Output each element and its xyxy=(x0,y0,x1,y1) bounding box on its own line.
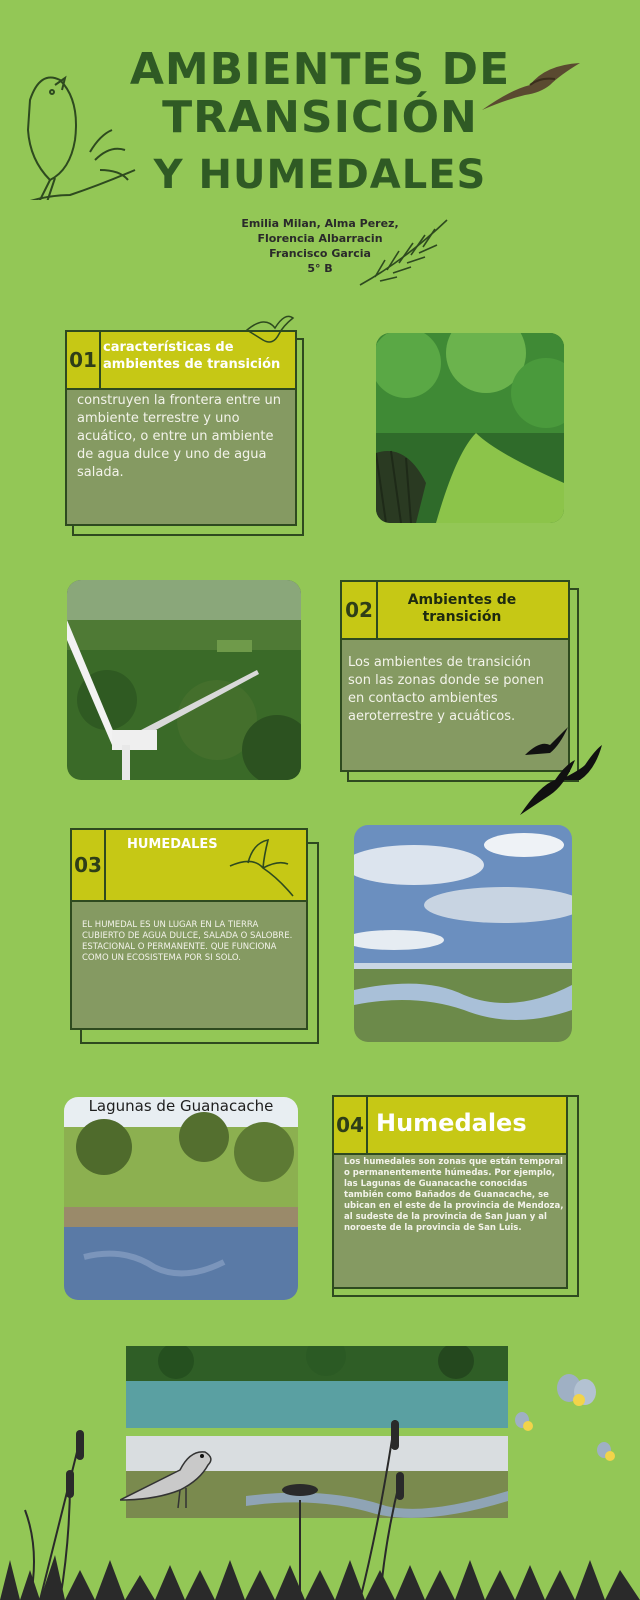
wetland-photo xyxy=(354,825,572,1042)
page-title-line-1: AMBIENTES DE xyxy=(129,44,511,95)
section-card-04 xyxy=(332,1095,568,1289)
grade-label: 5° B xyxy=(307,262,333,275)
page-title-line-3: Y HUMEDALES xyxy=(153,152,487,198)
author-line: Emilia Milan, Alma Perez, xyxy=(241,217,399,230)
author-line: Francisco Garcia xyxy=(269,247,371,260)
flying-hawk-icon xyxy=(480,55,590,115)
section-card-01 xyxy=(65,330,297,526)
birds-silhouette-icon xyxy=(520,725,605,820)
section-header-04 xyxy=(334,1097,566,1155)
section-body: EL HUMEDAL ES UN LUGAR EN LA TIERRA CUBIERTO DE AGUA DULCE, SALADA O SALOBRE. ESTACIONAL O PERMANENTE. QUE FUNCIONA COMO UN ECOSISTEMA POR SI SOLO. xyxy=(82,920,293,963)
feather-icon xyxy=(355,215,455,295)
firefly-icon xyxy=(555,1372,599,1412)
grass-silhouette-icon xyxy=(0,1420,640,1600)
photo-caption: Lagunas de Guanacache xyxy=(88,1097,274,1115)
page-title-line-2: TRANSICIÓN xyxy=(162,92,478,143)
section-header-02 xyxy=(342,582,568,640)
section-title: HUMEDALES xyxy=(127,837,218,852)
swallow-icon xyxy=(228,838,298,898)
lake-photo xyxy=(126,1346,508,1428)
authors-block xyxy=(0,216,640,276)
section-body: construyen la frontera entre un ambiente terrestre y uno acuático, o entre un ambiente de agua dulce y uno de agua salada. xyxy=(77,393,281,480)
section-number: 03 xyxy=(72,830,106,900)
section-number: 01 xyxy=(67,332,101,388)
section-body: Los humedales son zonas que están temporal o permanentemente húmedas. Por ejemplo, las Lagunas de Guanacache conocidas también como Bañados de Guanacache, se ubican en el este de la provincia de Mendoza, al sudeste de la provincia de San Juan y al noroeste de la provincia de San Luis. xyxy=(344,1157,564,1233)
section-title: Ambientes de transición xyxy=(407,592,517,625)
section-title: características de ambientes de transición xyxy=(103,340,281,372)
wind-turbine-photo xyxy=(67,580,301,780)
section-body: Los ambientes de transición son las zonas donde se ponen en contacto ambientes aeroterrestre y acuáticos. xyxy=(348,655,544,724)
section-number: 04 xyxy=(334,1097,368,1153)
author-line: Florencia Albarracin xyxy=(257,232,383,245)
mangrove-photo xyxy=(376,333,564,523)
perched-bird-icon xyxy=(0,60,140,200)
section-title: Humedales xyxy=(376,1109,527,1137)
swallow-icon xyxy=(245,310,295,350)
guanacache-photo xyxy=(64,1097,298,1300)
section-number: 02 xyxy=(342,582,378,638)
